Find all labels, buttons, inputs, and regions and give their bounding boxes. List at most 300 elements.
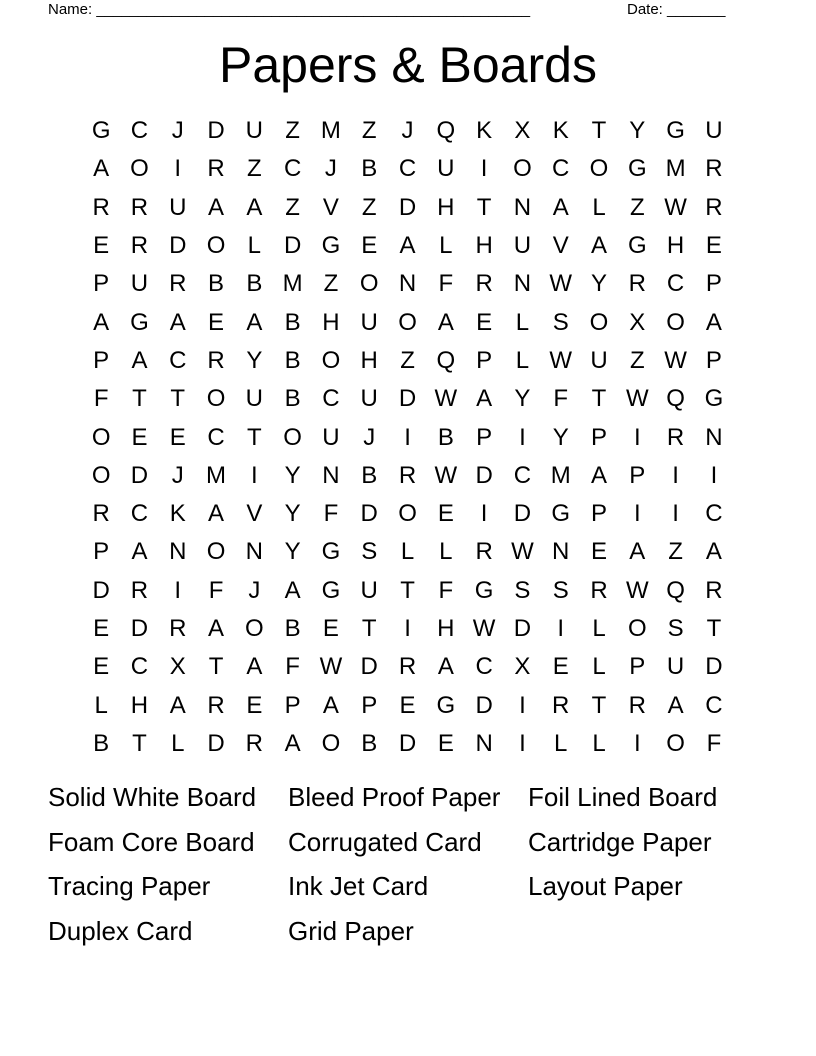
grid-letter: R bbox=[130, 193, 149, 221]
grid-letter: I bbox=[519, 423, 526, 451]
grid-letter: R bbox=[92, 500, 110, 528]
grid-letter: D bbox=[207, 729, 225, 757]
grid-letter: Y bbox=[246, 346, 263, 374]
grid-letter: A bbox=[93, 155, 110, 183]
grid-letter: D bbox=[207, 117, 225, 145]
grid-letter: Z bbox=[285, 117, 300, 145]
grid-letter: O bbox=[589, 308, 609, 336]
grid-letter: P bbox=[591, 423, 608, 451]
grid-letter: W bbox=[549, 270, 573, 298]
grid-letter: N bbox=[513, 193, 532, 221]
grid-letter: E bbox=[169, 423, 186, 451]
grid-letter: R bbox=[245, 729, 263, 757]
grid-letter: A bbox=[591, 232, 608, 260]
grid-letter: T bbox=[706, 615, 722, 642]
grid-letter: J bbox=[363, 423, 376, 451]
grid-letter: Z bbox=[668, 538, 683, 566]
grid-letter: O bbox=[245, 615, 264, 642]
grid-letter: R bbox=[169, 270, 187, 298]
grid-letter: G bbox=[321, 538, 341, 566]
grid-letter: Q bbox=[666, 385, 685, 413]
grid-letter: A bbox=[437, 308, 454, 336]
grid-letter: U bbox=[360, 385, 378, 413]
grid-row bbox=[82, 686, 734, 724]
grid-letter: R bbox=[398, 653, 417, 681]
grid-letter: G bbox=[474, 576, 494, 604]
grid-letter: P bbox=[705, 270, 722, 298]
grid-letter: O bbox=[206, 385, 226, 413]
grid-letter: U bbox=[169, 193, 187, 221]
grid-letter: G bbox=[666, 117, 685, 145]
grid-letter: D bbox=[398, 385, 417, 413]
grid-letter: B bbox=[208, 270, 225, 298]
grid-letter: I bbox=[174, 155, 182, 183]
grid-letter: B bbox=[246, 270, 263, 298]
grid-letter: O bbox=[206, 538, 226, 566]
word-list-item: Ink Jet Card bbox=[288, 871, 429, 902]
grid-letter: H bbox=[322, 308, 340, 336]
grid-letter: E bbox=[705, 232, 722, 260]
page-title: Papers & Boards bbox=[219, 37, 597, 93]
grid-letter: F bbox=[285, 653, 300, 681]
grid-letter: A bbox=[437, 653, 454, 681]
grid-letter: E bbox=[208, 308, 225, 336]
grid-letter: P bbox=[284, 691, 301, 719]
grid-letter: N bbox=[513, 270, 532, 298]
grid-letter: R bbox=[628, 270, 646, 298]
grid-letter: R bbox=[207, 346, 225, 374]
grid-letter: A bbox=[169, 308, 186, 336]
grid-letter: I bbox=[251, 461, 258, 489]
grid-letter: N bbox=[169, 538, 187, 566]
grid-letter: O bbox=[589, 155, 609, 183]
grid-letter: G bbox=[627, 232, 647, 260]
grid-letter: D bbox=[475, 691, 493, 719]
word-list-item: Solid White Board bbox=[48, 782, 257, 812]
word-list-item: Duplex Card bbox=[48, 915, 193, 946]
grid-letter: W bbox=[511, 538, 534, 566]
grid-letter: A bbox=[399, 232, 416, 260]
grid-letter: C bbox=[705, 691, 723, 719]
grid-letter: Y bbox=[514, 385, 531, 413]
grid-letter: X bbox=[514, 653, 531, 681]
grid-letter: L bbox=[592, 729, 606, 757]
grid-letter: I bbox=[633, 729, 641, 757]
grid-letter: Z bbox=[247, 155, 262, 183]
grid-letter: L bbox=[554, 729, 568, 757]
grid-letter: L bbox=[592, 653, 606, 681]
grid-letter: I bbox=[633, 423, 641, 451]
grid-letter: U bbox=[360, 576, 378, 604]
grid-letter: C bbox=[130, 500, 149, 528]
grid-letter: A bbox=[284, 576, 301, 604]
grid-letter: L bbox=[171, 729, 185, 757]
grid-letter: Y bbox=[552, 423, 569, 451]
grid-letter: E bbox=[437, 500, 454, 528]
grid-letter: G bbox=[551, 500, 571, 528]
grid-letter: E bbox=[131, 423, 148, 451]
grid-letter: S bbox=[514, 576, 531, 604]
grid-letter: W bbox=[472, 615, 496, 642]
grid-letter: L bbox=[439, 232, 453, 260]
grid-letter: J bbox=[401, 117, 414, 145]
grid-letter: U bbox=[437, 155, 455, 183]
grid-letter: I bbox=[174, 576, 182, 604]
grid-letter: R bbox=[130, 232, 149, 260]
grid-letter: F bbox=[438, 270, 454, 298]
grid-letter: T bbox=[591, 691, 607, 719]
grid-letter: J bbox=[248, 576, 261, 604]
grid-letter: C bbox=[322, 385, 340, 413]
grid-letter: K bbox=[552, 117, 569, 145]
grid-letter: U bbox=[590, 346, 608, 374]
grid-letter: X bbox=[169, 653, 186, 681]
grid-letter: E bbox=[246, 691, 263, 719]
grid-letter: A bbox=[131, 538, 148, 566]
grid-letter: M bbox=[206, 461, 227, 489]
grid-letter: V bbox=[322, 193, 339, 221]
grid-letter: T bbox=[170, 385, 186, 413]
grid-letter: T bbox=[208, 653, 224, 681]
grid-letter: A bbox=[169, 691, 186, 719]
grid-letter: B bbox=[361, 461, 378, 489]
grid-letter: D bbox=[92, 576, 110, 604]
grid-letter: L bbox=[515, 346, 530, 374]
grid-letter: W bbox=[434, 461, 458, 489]
grid-letter: L bbox=[592, 615, 606, 642]
grid-letter: H bbox=[437, 193, 455, 221]
grid-row bbox=[82, 112, 734, 150]
grid-row bbox=[82, 648, 734, 686]
grid-letter: W bbox=[319, 653, 343, 681]
grid-letter: J bbox=[171, 117, 184, 145]
word-list bbox=[48, 777, 768, 955]
grid-letter: Z bbox=[629, 346, 645, 374]
grid-letter: B bbox=[284, 308, 301, 336]
grid-letter: Y bbox=[591, 270, 608, 298]
grid-letter: F bbox=[438, 576, 454, 604]
grid-letter: U bbox=[245, 117, 263, 145]
grid-letter: R bbox=[207, 155, 225, 183]
grid-letter: S bbox=[667, 615, 684, 642]
grid-letter: Y bbox=[284, 538, 301, 566]
grid-letter: W bbox=[664, 346, 687, 374]
grid-letter: A bbox=[629, 538, 646, 566]
grid-letter: C bbox=[130, 117, 149, 145]
grid-letter: A bbox=[552, 193, 569, 221]
grid-letter: A bbox=[705, 308, 722, 336]
grid-letter: E bbox=[552, 653, 569, 681]
grid-letter: Y bbox=[284, 500, 301, 528]
grid-letter: W bbox=[625, 576, 649, 604]
grid-letter: F bbox=[208, 576, 224, 604]
grid-letter: T bbox=[400, 576, 415, 604]
grid-letter: A bbox=[705, 538, 722, 566]
grid-letter: R bbox=[398, 461, 417, 489]
grid-letter: R bbox=[130, 576, 149, 604]
grid-letter: H bbox=[360, 346, 378, 374]
grid-letter: O bbox=[513, 155, 532, 183]
grid-letter: E bbox=[93, 615, 110, 642]
grid-letter: D bbox=[513, 615, 532, 642]
grid-letter: M bbox=[282, 270, 303, 298]
grid-letter: B bbox=[284, 346, 301, 374]
grid-row bbox=[82, 533, 734, 571]
grid-letter: P bbox=[93, 538, 110, 566]
grid-letter: T bbox=[247, 423, 262, 451]
grid-letter: O bbox=[321, 346, 341, 374]
grid-letter: C bbox=[130, 653, 149, 681]
grid-letter: O bbox=[666, 729, 685, 757]
grid-letter: L bbox=[439, 538, 453, 566]
grid-letter: G bbox=[704, 385, 724, 413]
word-list-item: Foil Lined Board bbox=[528, 782, 718, 812]
date-field-label: Date: _______ bbox=[627, 1, 726, 18]
grid-letter: M bbox=[320, 117, 341, 145]
grid-letter: M bbox=[665, 155, 686, 183]
grid-letter: H bbox=[130, 691, 149, 719]
grid-letter: G bbox=[130, 308, 149, 336]
grid-letter: D bbox=[360, 500, 378, 528]
grid-letter: O bbox=[359, 270, 379, 298]
grid-letter: C bbox=[169, 346, 187, 374]
grid-letter: E bbox=[361, 232, 378, 260]
grid-letter: D bbox=[398, 729, 417, 757]
grid-letter: R bbox=[207, 691, 225, 719]
grid-letter: K bbox=[476, 117, 493, 145]
grid-letter: A bbox=[476, 385, 493, 413]
grid-letter: D bbox=[360, 653, 378, 681]
grid-row bbox=[82, 227, 734, 265]
grid-letter: A bbox=[93, 308, 110, 336]
grid-letter: E bbox=[591, 538, 608, 566]
grid-letter: A bbox=[208, 500, 225, 528]
grid-letter: O bbox=[91, 461, 111, 489]
grid-letter: O bbox=[627, 615, 647, 642]
grid-letter: G bbox=[321, 576, 341, 604]
letter-grid bbox=[82, 112, 734, 763]
grid-letter: T bbox=[361, 615, 377, 642]
grid-letter: F bbox=[323, 500, 339, 528]
grid-letter: I bbox=[519, 729, 526, 757]
grid-letter: P bbox=[93, 270, 110, 298]
grid-letter: I bbox=[480, 500, 488, 528]
grid-letter: D bbox=[130, 615, 149, 642]
grid-letter: C bbox=[283, 155, 302, 183]
grid-letter: Z bbox=[361, 117, 377, 145]
grid-letter: C bbox=[552, 155, 570, 183]
grid-letter: U bbox=[513, 232, 532, 260]
grid-letter: D bbox=[398, 193, 417, 221]
word-list-item: Cartridge Paper bbox=[528, 826, 712, 857]
grid-letter: I bbox=[480, 155, 488, 183]
grid-letter: M bbox=[550, 461, 571, 489]
grid-letter: I bbox=[672, 500, 679, 528]
grid-letter: E bbox=[476, 308, 493, 336]
grid-row bbox=[82, 572, 734, 610]
grid-letter: K bbox=[169, 500, 186, 528]
grid-letter: P bbox=[629, 461, 646, 489]
grid-letter: T bbox=[591, 117, 607, 145]
grid-letter: U bbox=[705, 117, 723, 145]
grid-letter: I bbox=[710, 461, 718, 489]
grid-letter: N bbox=[245, 538, 263, 566]
grid-letter: C bbox=[398, 155, 417, 183]
grid-letter: V bbox=[552, 232, 569, 260]
grid-letter: Z bbox=[400, 346, 415, 374]
grid-letter: O bbox=[283, 423, 302, 451]
grid-letter: I bbox=[404, 615, 411, 642]
grid-letter: C bbox=[666, 270, 685, 298]
grid-letter: P bbox=[705, 346, 722, 374]
grid-letter: R bbox=[590, 576, 608, 604]
grid-row bbox=[82, 610, 734, 648]
grid-letter: J bbox=[324, 155, 337, 183]
grid-letter: R bbox=[552, 691, 570, 719]
grid-letter: D bbox=[705, 653, 723, 681]
grid-letter: B bbox=[361, 155, 378, 183]
grid-letter: O bbox=[130, 155, 149, 183]
grid-letter: R bbox=[705, 576, 723, 604]
grid-row bbox=[82, 457, 734, 495]
grid-letter: E bbox=[322, 615, 339, 642]
grid-letter: N bbox=[475, 729, 493, 757]
grid-letter: P bbox=[591, 500, 608, 528]
grid-letter: C bbox=[207, 423, 225, 451]
grid-letter: D bbox=[513, 500, 532, 528]
grid-letter: D bbox=[169, 232, 187, 260]
grid-letter: W bbox=[549, 346, 573, 374]
word-list-item: Layout Paper bbox=[528, 871, 683, 902]
grid-letter: B bbox=[437, 423, 454, 451]
grid-letter: D bbox=[130, 461, 149, 489]
grid-letter: F bbox=[553, 385, 569, 413]
word-list-item: Foam Core Board bbox=[48, 826, 255, 857]
grid-letter: S bbox=[552, 308, 569, 336]
grid-letter: A bbox=[246, 653, 263, 681]
grid-row bbox=[82, 189, 734, 227]
grid-letter: B bbox=[361, 729, 378, 757]
grid-letter: X bbox=[629, 308, 646, 336]
grid-letter: J bbox=[171, 461, 184, 489]
grid-letter: Z bbox=[361, 193, 377, 221]
grid-letter: A bbox=[667, 691, 684, 719]
grid-letter: A bbox=[322, 691, 339, 719]
grid-row bbox=[82, 495, 734, 533]
grid-letter: U bbox=[666, 653, 685, 681]
grid-row bbox=[82, 265, 734, 303]
grid-letter: A bbox=[246, 308, 263, 336]
grid-letter: E bbox=[437, 729, 454, 757]
grid-letter: E bbox=[93, 232, 110, 260]
grid-letter: W bbox=[625, 385, 649, 413]
grid-letter: N bbox=[322, 461, 340, 489]
grid-letter: D bbox=[283, 232, 302, 260]
grid-letter: S bbox=[552, 576, 569, 604]
word-list-item: Tracing Paper bbox=[48, 871, 211, 902]
name-field-label: Name: ____________________________________________________ bbox=[48, 1, 531, 18]
grid-letter: G bbox=[91, 117, 111, 145]
grid-letter: Z bbox=[323, 270, 339, 298]
grid-row bbox=[82, 380, 734, 418]
grid-letter: R bbox=[92, 193, 110, 221]
grid-letter: L bbox=[94, 691, 108, 719]
grid-letter: X bbox=[514, 117, 531, 145]
grid-letter: N bbox=[398, 270, 417, 298]
grid-letter: T bbox=[591, 385, 607, 413]
grid-letter: Z bbox=[285, 193, 300, 221]
grid-letter: I bbox=[672, 461, 679, 489]
grid-letter: R bbox=[666, 423, 685, 451]
grid-letter: A bbox=[208, 193, 225, 221]
grid-letter: Z bbox=[629, 193, 645, 221]
grid-letter: H bbox=[475, 232, 493, 260]
grid-letter: N bbox=[552, 538, 570, 566]
grid-letter: Q bbox=[436, 346, 456, 374]
grid-letter: T bbox=[132, 729, 147, 757]
grid-letter: I bbox=[557, 615, 565, 642]
grid-letter: A bbox=[208, 615, 225, 642]
grid-letter: V bbox=[246, 500, 263, 528]
grid-letter: L bbox=[247, 232, 262, 260]
grid-letter: T bbox=[476, 193, 492, 221]
grid-letter: I bbox=[519, 691, 526, 719]
grid-letter: A bbox=[131, 346, 148, 374]
grid-letter: R bbox=[705, 193, 723, 221]
grid-letter: O bbox=[398, 500, 417, 528]
grid-letter: Y bbox=[284, 461, 301, 489]
grid-row bbox=[82, 303, 734, 341]
grid-letter: W bbox=[434, 385, 458, 413]
grid-letter: C bbox=[475, 653, 493, 681]
grid-letter: C bbox=[513, 461, 532, 489]
grid-letter: P bbox=[629, 653, 646, 681]
grid-letter: U bbox=[245, 385, 263, 413]
grid-letter: L bbox=[515, 308, 530, 336]
grid-letter: B bbox=[284, 385, 301, 413]
grid-letter: A bbox=[246, 193, 263, 221]
grid-row bbox=[82, 150, 734, 188]
grid-letter: O bbox=[398, 308, 417, 336]
grid-row bbox=[82, 342, 734, 380]
grid-letter: T bbox=[132, 385, 147, 413]
grid-letter: C bbox=[705, 500, 723, 528]
grid-letter: H bbox=[437, 615, 455, 642]
word-list-item: Bleed Proof Paper bbox=[288, 782, 501, 812]
grid-letter: Y bbox=[629, 117, 646, 145]
grid-letter: U bbox=[322, 423, 340, 451]
grid-letter: F bbox=[93, 385, 109, 413]
grid-letter: E bbox=[93, 653, 110, 681]
grid-letter: P bbox=[361, 691, 378, 719]
grid-letter: H bbox=[666, 232, 685, 260]
grid-letter: I bbox=[404, 423, 411, 451]
grid-row bbox=[82, 418, 734, 456]
grid-letter: A bbox=[591, 461, 608, 489]
grid-letter: R bbox=[475, 538, 493, 566]
grid-letter: O bbox=[666, 308, 685, 336]
grid-letter: G bbox=[627, 155, 647, 183]
grid-letter: A bbox=[284, 729, 301, 757]
grid-letter: G bbox=[321, 232, 341, 260]
grid-letter: I bbox=[633, 500, 641, 528]
grid-letter: F bbox=[706, 729, 722, 757]
grid-row bbox=[82, 725, 734, 763]
grid-letter: O bbox=[321, 729, 341, 757]
grid-letter: R bbox=[628, 691, 646, 719]
grid-letter: U bbox=[360, 308, 378, 336]
grid-letter: L bbox=[592, 193, 606, 221]
